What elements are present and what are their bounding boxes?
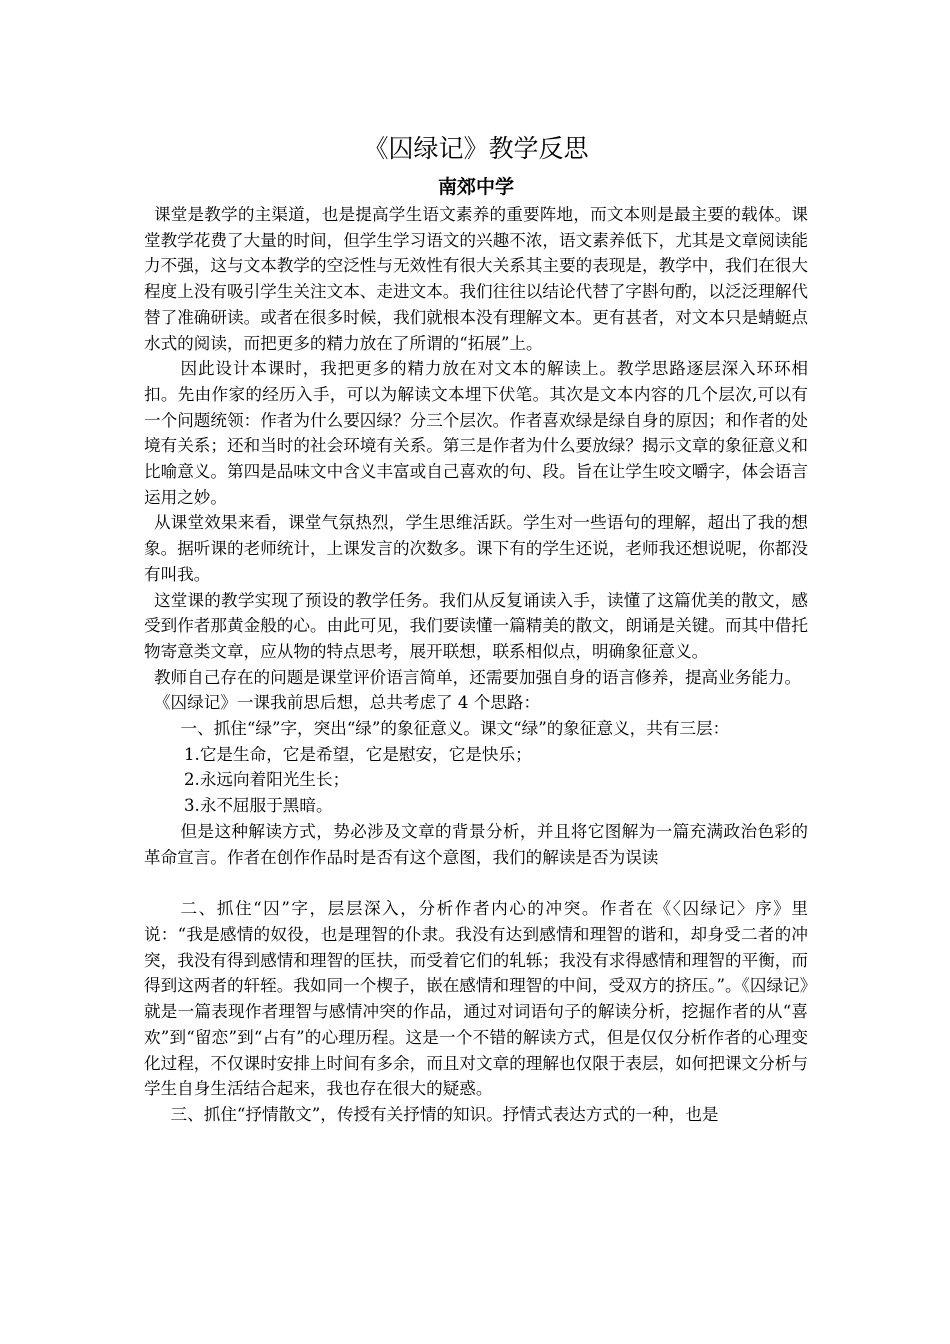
list-item: 3.永不屈服于黑暗。 [184,796,333,816]
paragraph: 课堂是教学的主渠道，也是提高学生语文素养的重要阵地，而文本则是最主要的载体。课堂教学花费了大量的时间，但学生学习语文的兴趣不浓，语文素养低下，尤其是文章阅读能力不强，这与文本教学的空泛性与无效性有很大关系其主要的表现是，教学中，我们在很大程度上没有吸引学生关注文本、走进文本。我们往往以结论代替了字斟句酌，以泛泛理解代替了准确研读。或者在很多时候，我们就根本没有理解文本。更有甚者，对文本只是蜻蜓点水式的阅读，而把更多的精力放在了所谓的“拓展”上。 [144,205,808,353]
paragraph: 因此设计本课时，我把更多的精力放在对文本的解读上。教学思路逐层深入环环相扣。先由作家的经历入手，可以为解读文本埋下伏笔。其次是文本内容的几个层次,可以有一个问题统领：作者为什么要囚绿？分三个层次。作者喜欢绿是绿自身的原因；和作者的处境有关系；还和当时的社会环境有关系。第三是作者为什么要放绿？揭示文章的象征意义和比喻意义。第四是品味文中含义丰富或自己喜欢的句、段。旨在让学生咬文嚼字，体会语言运用之妙。 [144,359,808,507]
document-title: 《囚绿记》教学反思 [363,134,589,163]
document-body [144,202,808,1128]
paragraph: 二、抓住“囚”字，层层深入，分析作者内心的冲突。作者在《〈囚绿记〉序》里说：“我是感情的奴役，也是理智的仆隶。我没有达到感情和理智的谐和，却身受二者的冲突，我没有得到感情和理智的匡扶，而受着它们的轧轹；我没有求得感情和理智的平衡，而得到这两者的轩轾。我如同一个楔子，嵌在感情和理智的中间，受双方的挤压。”。《囚绿记》就是一篇表现作者理智与感情冲突的作品，通过对词语句子的解读分析，挖掘作者的从“喜欢”到“留恋”到“占有”的心理历程。这是一个不错的解读方式，但是仅仅分析作者的心理变化过程，不仅课时安排上时间有多余，而且对文章的理解也仅限于表层，如何把课文分析与学生自身生活结合起来，我也存在很大的疑惑。 [144,899,808,1099]
paragraph: 一、抓住“绿”字，突出“绿”的象征意义。课文“绿”的象征意义，共有三层： [180,719,730,739]
paragraph: 这堂课的教学实现了预设的教学任务。我们从反复诵读入手，读懂了这篇优美的散文，感受到作者那黄金般的心。由此可见，我们要读懂一篇精美的散文，朗诵是关键。而其中借托物寄意类文章，应从物的特点思考，展开联想，联系相似点，明确象征意义。 [144,590,808,661]
paragraph: 教师自己存在的问题是课堂评价语言简单，还需要加强自身的语言修养，提高业务能力。 [153,667,802,687]
list-item: 2.永远向着阳光生长； [184,770,350,790]
blank-line [144,870,808,896]
paragraph: 三、抓住“抒情散文”，传授有关抒情的知识。抒情式表达方式的一种，也是 [170,1104,719,1124]
paragraph: 从课堂效果来看，课堂气氛热烈，学生思维活跃。学生对一些语句的理解，超出了我的想象。据听课的老师统计，上课发言的次数多。课下有的学生还说，老师我还想说呢，你都没有叫我。 [144,513,808,584]
list-item: 1.它是生命，它是希望，它是慰安，它是快乐； [184,744,532,764]
paragraph: 但是这种解读方式，势必涉及文章的背景分析，并且将它图解为一篇充满政治色彩的革命宣言。作者在创作作品时是否有这个意图，我们的解读是否为误读 [144,821,808,867]
school-name: 南郊中学 [437,176,514,198]
paragraph: 《囚绿记》一课我前思后想，总共考虑了 4 个思路： [153,693,541,713]
